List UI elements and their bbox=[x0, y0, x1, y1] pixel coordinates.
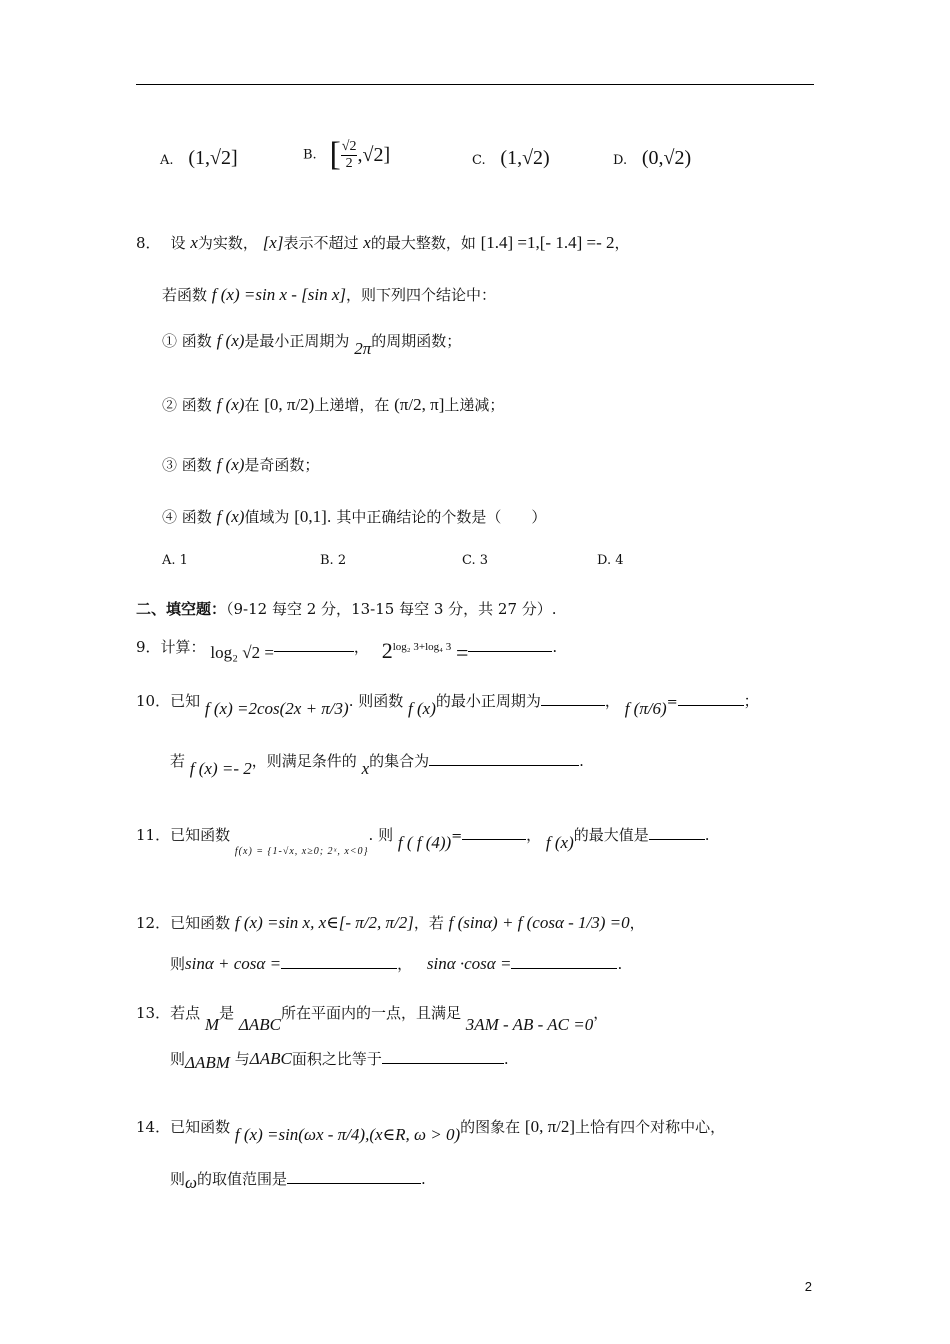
math: f (x) bbox=[216, 331, 245, 350]
q8-option-a: A. 1 bbox=[162, 553, 188, 568]
math: x bbox=[190, 233, 198, 252]
q14-line1 bbox=[136, 1117, 726, 1144]
fraction bbox=[341, 139, 358, 171]
q8-statement-3 bbox=[162, 456, 319, 473]
math: M bbox=[204, 1015, 220, 1034]
text: = bbox=[666, 695, 678, 710]
text: 上恰有四个对称中心， bbox=[575, 1118, 726, 1136]
math: [1.4] =1,[- 1.4] =- 2 bbox=[480, 233, 615, 252]
math: ω bbox=[185, 1173, 198, 1192]
text: 与 bbox=[234, 1050, 250, 1068]
q8-statement-4 bbox=[162, 508, 546, 525]
math: f (x) =sin x - [sin x] bbox=[211, 285, 347, 304]
answer-blank[interactable] bbox=[287, 1183, 421, 1184]
text: 计算： bbox=[160, 638, 206, 656]
text: 若点 bbox=[170, 1004, 201, 1022]
option-label: C. bbox=[472, 153, 486, 168]
text: 面积之比等于 bbox=[291, 1050, 382, 1068]
text: 若函数 bbox=[162, 286, 208, 304]
text: 的最小正周期为 bbox=[435, 692, 541, 710]
option-label: B. bbox=[303, 147, 317, 163]
bracket: [ bbox=[329, 136, 341, 173]
text: ， bbox=[614, 234, 630, 252]
text: 已知函数 bbox=[170, 826, 231, 844]
text: 的图象在 bbox=[460, 1118, 521, 1136]
text: ，若 bbox=[413, 914, 444, 932]
q8-option-b: B. 2 bbox=[320, 553, 347, 568]
text: . bbox=[579, 752, 584, 770]
text: 的最大整数，如 bbox=[370, 234, 476, 252]
answer-blank[interactable] bbox=[281, 968, 397, 969]
math: log₂ 3+log₄ 3 bbox=[392, 641, 452, 653]
text: ② 函数 bbox=[162, 396, 212, 414]
math: log₂ √2 = bbox=[210, 643, 274, 662]
text: . 则函数 bbox=[348, 692, 404, 710]
math: f (π/6) bbox=[624, 699, 667, 718]
math: = bbox=[456, 640, 469, 665]
option-label: D. bbox=[613, 153, 628, 168]
math: [0,1] bbox=[294, 507, 327, 526]
text: 已知函数 bbox=[170, 1118, 231, 1136]
answer-blank[interactable] bbox=[468, 651, 552, 652]
text: ， bbox=[604, 692, 620, 710]
option-expr: ,√2] bbox=[357, 144, 391, 166]
text: 是最小正周期为 bbox=[244, 332, 350, 350]
option-label: A. bbox=[160, 153, 174, 168]
math: f ( f (4)) bbox=[397, 833, 452, 852]
text: ， bbox=[526, 826, 542, 844]
option-expr: (1,√2] bbox=[188, 147, 238, 169]
math: sinα + cosα = bbox=[185, 954, 282, 973]
q8-option-d: D. 4 bbox=[597, 553, 624, 568]
math: f (x) =- 2 bbox=[189, 759, 252, 778]
question-number: 8． bbox=[136, 234, 161, 252]
question-number: 14． bbox=[136, 1118, 171, 1136]
numerator: √2 bbox=[341, 139, 357, 155]
section-heading bbox=[136, 602, 557, 617]
text: 在 bbox=[244, 396, 260, 414]
math: [0, π/2) bbox=[264, 395, 315, 414]
math: f (x) bbox=[216, 395, 245, 414]
q7-option-c bbox=[472, 148, 550, 168]
q12-line2 bbox=[170, 955, 622, 972]
math: f (x) bbox=[216, 455, 245, 474]
text: ， bbox=[593, 1004, 609, 1022]
text: 的取值范围是 bbox=[197, 1170, 288, 1188]
text: . bbox=[617, 955, 623, 973]
denominator: 2 bbox=[345, 155, 353, 171]
math: f (x) =sin x, x∈[- π/2, π/2] bbox=[234, 913, 414, 932]
answer-blank[interactable] bbox=[678, 705, 744, 706]
text: ，则满足条件的 bbox=[251, 752, 357, 770]
question-number: 10． bbox=[136, 692, 171, 710]
text: 为实数， bbox=[197, 234, 258, 252]
answer-blank[interactable] bbox=[382, 1063, 504, 1064]
math: [0, π/2] bbox=[524, 1117, 576, 1136]
math: [x] bbox=[262, 233, 284, 252]
answer-blank[interactable] bbox=[462, 839, 526, 840]
answer-blank[interactable] bbox=[511, 968, 617, 969]
q10-line1 bbox=[136, 692, 759, 718]
text: ， bbox=[397, 955, 413, 973]
q9 bbox=[136, 634, 558, 665]
text: 的最大值是 bbox=[573, 826, 649, 844]
text: . 则 bbox=[368, 826, 394, 844]
question-number: 11． bbox=[136, 826, 171, 844]
text: ， bbox=[629, 914, 645, 932]
text: 设 bbox=[170, 234, 186, 252]
text: ， bbox=[353, 638, 369, 656]
question-number: 12． bbox=[136, 914, 171, 932]
text: ； bbox=[743, 692, 759, 710]
math: ΔABC bbox=[249, 1049, 292, 1068]
math: sinα ·cosα = bbox=[426, 954, 512, 973]
q12-line1 bbox=[136, 914, 645, 931]
text: 已知函数 bbox=[170, 914, 231, 932]
math: f (x) bbox=[545, 833, 574, 852]
q13-line1 bbox=[136, 1004, 609, 1034]
text: ④ 函数 bbox=[162, 508, 212, 526]
text: = bbox=[451, 829, 463, 844]
math: f (x) =2cos(2x + π/3) bbox=[204, 699, 349, 718]
section-note: （9-12 每空 2 分，13-15 每空 3 分，共 27 分）. bbox=[226, 600, 557, 618]
q8-line1 bbox=[136, 234, 630, 251]
text: ，则下列四个结论中： bbox=[346, 286, 497, 304]
math: x bbox=[361, 759, 370, 778]
q7-option-b bbox=[303, 138, 390, 172]
text: 已知 bbox=[170, 692, 201, 710]
text: 则 bbox=[170, 1170, 186, 1188]
q8-statement-2 bbox=[162, 396, 504, 413]
math: ΔABM bbox=[185, 1053, 230, 1072]
text: 是奇函数； bbox=[244, 456, 320, 474]
math: f (sinα) + f (cosα - 1/3) =0 bbox=[448, 913, 630, 932]
text: 若 bbox=[170, 752, 186, 770]
text: . bbox=[704, 826, 710, 844]
option-expr: (0,√2) bbox=[641, 147, 692, 169]
text: 所在平面内的一点，且满足 bbox=[280, 1004, 461, 1022]
text: 的周期函数； bbox=[371, 332, 462, 350]
text: . 其中正确结论的个数是（ ） bbox=[326, 508, 547, 526]
header-rule bbox=[136, 84, 814, 85]
text: . bbox=[552, 638, 558, 656]
q14-line2 bbox=[170, 1170, 426, 1192]
q13-line2 bbox=[170, 1049, 509, 1072]
text: 则 bbox=[170, 1050, 186, 1068]
text: 是 bbox=[219, 1004, 235, 1022]
q8-option-c: C. 3 bbox=[462, 553, 489, 568]
text: 的集合为 bbox=[369, 752, 430, 770]
text: ① 函数 bbox=[162, 332, 212, 350]
answer-blank[interactable] bbox=[541, 705, 605, 706]
text: 则 bbox=[170, 955, 186, 973]
math: (π/2, π] bbox=[394, 395, 445, 414]
question-number: 9． bbox=[136, 638, 161, 656]
answer-blank[interactable] bbox=[274, 651, 354, 652]
answer-blank[interactable] bbox=[649, 839, 705, 840]
text: 上递增，在 bbox=[314, 396, 390, 414]
section-title: 二、填空题： bbox=[136, 600, 227, 618]
math: f (x) =sin(ωx - π/4),(x∈R, ω > 0) bbox=[234, 1125, 461, 1144]
text: . bbox=[421, 1170, 426, 1188]
q8-statement-1 bbox=[162, 331, 462, 358]
q10-line2 bbox=[170, 752, 584, 778]
math: f(x) = {1-√x, x≥0; 2ˣ, x<0} bbox=[234, 846, 369, 857]
text: . bbox=[503, 1050, 509, 1068]
math: x bbox=[363, 233, 371, 252]
math: f (x) bbox=[408, 699, 436, 718]
math: 2π bbox=[354, 339, 372, 358]
text: 上递减； bbox=[444, 396, 505, 414]
text: 表示不超过 bbox=[283, 234, 359, 252]
math: 2 bbox=[381, 638, 393, 663]
math: ΔABC bbox=[238, 1015, 281, 1034]
math: f (x) bbox=[216, 507, 245, 526]
question-number: 13． bbox=[136, 1004, 171, 1022]
text: 值域为 bbox=[244, 508, 290, 526]
q7-option-a bbox=[160, 148, 238, 168]
text: ③ 函数 bbox=[162, 456, 212, 474]
option-expr: (1,√2) bbox=[500, 147, 550, 169]
q8-line2 bbox=[162, 286, 496, 303]
answer-blank[interactable] bbox=[429, 765, 579, 766]
q7-option-d bbox=[613, 148, 691, 168]
math: 3AM - AB - AC =0 bbox=[465, 1015, 594, 1034]
page-number: 2 bbox=[804, 1279, 812, 1294]
